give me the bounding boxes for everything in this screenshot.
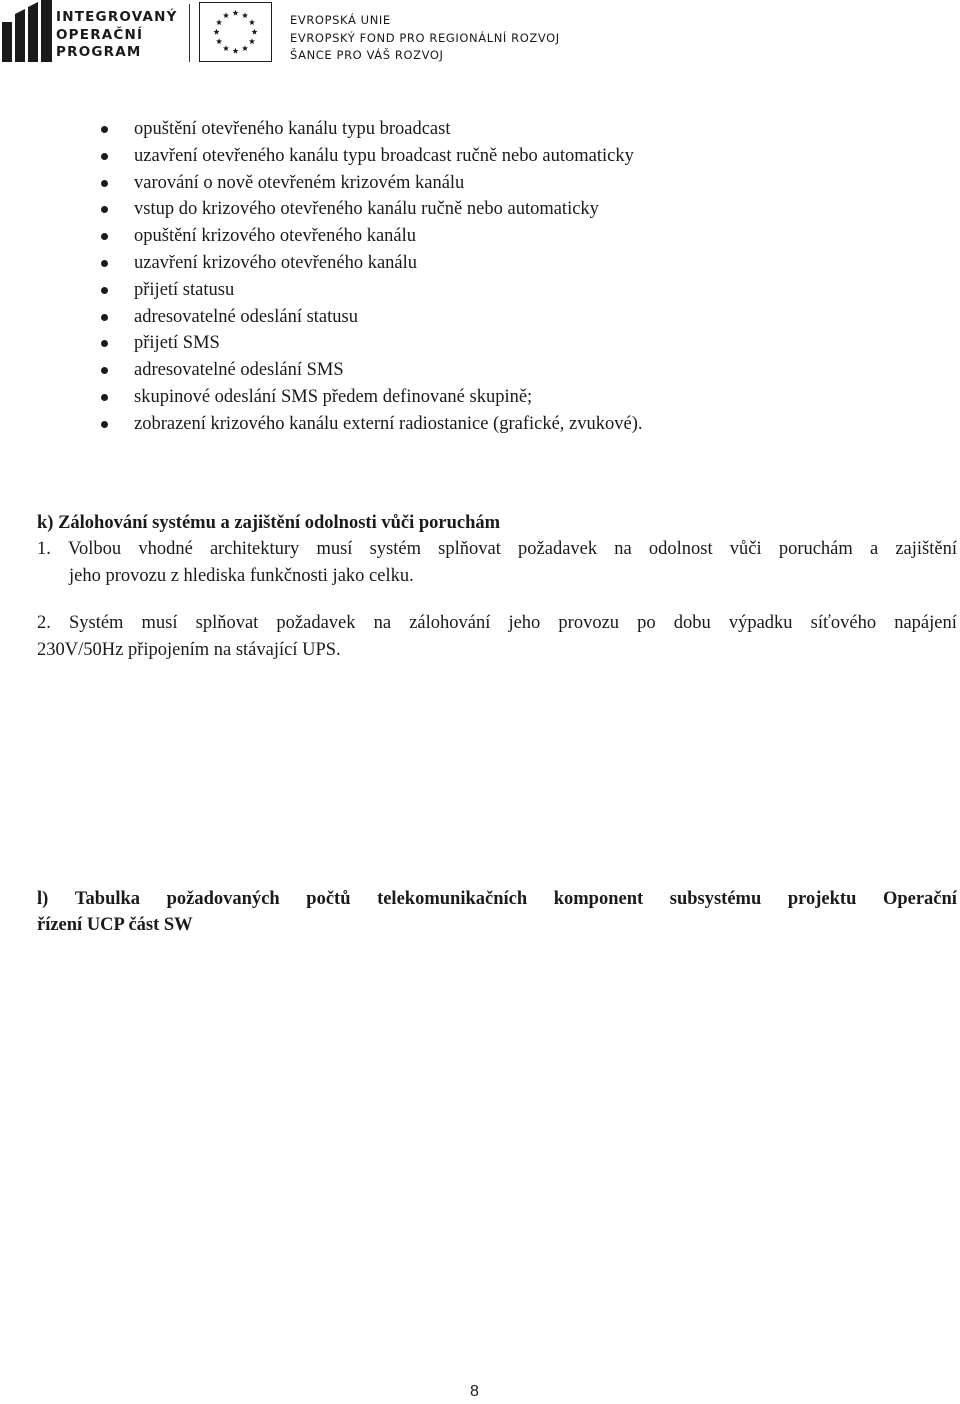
bullet-icon (101, 126, 108, 133)
eu-text (290, 12, 560, 65)
list-item-text: přijetí statusu (134, 279, 235, 300)
list-item-text: uzavření krizového otevřeného kanálu (134, 252, 418, 273)
list-item (0, 330, 643, 357)
word: požadavek (518, 539, 598, 559)
item-number: 2. (37, 613, 51, 633)
iop-logo-text (56, 9, 178, 62)
word: a (869, 539, 879, 559)
item-2-line-1 (37, 610, 957, 637)
list-item-text: vstup do krizového otevřeného kanálu ručně nebo automaticky (134, 199, 599, 220)
page-header (0, 0, 960, 80)
word: vhodné (138, 539, 193, 559)
bullet-icon (101, 421, 108, 428)
bullet-icon (101, 287, 108, 294)
item-1-line-2: jeho provozu z hlediska funkčnosti jako celku. (69, 565, 414, 586)
list-item (0, 196, 643, 223)
word: projektu (787, 889, 857, 909)
section-l-line-2: řízení UCP část SW (37, 915, 193, 935)
bullet-icon (101, 394, 108, 401)
list-item-text: zobrazení krizového kanálu externí radiostanice (grafické, zvukové). (134, 413, 643, 434)
eu-line-3: ŠANCE PRO VÁŠ ROZVOJ (290, 48, 444, 62)
word: odolnost (648, 539, 713, 559)
word: napájení (894, 613, 957, 633)
word: l) (37, 889, 49, 909)
list-item-text: přijetí SMS (134, 333, 220, 354)
word: splňovat (195, 613, 259, 633)
list-item-text: skupinové odeslání SMS předem definované skupině; (134, 386, 533, 407)
section-k-heading: k) Zálohování systému a zajištění odolnosti vůči poruchám (37, 513, 501, 533)
word: provozu (558, 613, 620, 633)
word: počtů (306, 889, 351, 909)
list-item (0, 116, 643, 143)
item-number: 1. (37, 539, 51, 559)
bullet-icon (101, 260, 108, 267)
word: architektury (209, 539, 300, 559)
iop-line-3: PROGRAM (56, 44, 142, 60)
word: požadavek (276, 613, 356, 633)
list-item (0, 384, 643, 411)
iop-line-2: OPERAČNÍ (56, 26, 144, 43)
word: systém (369, 539, 421, 559)
word: subsystému (669, 889, 762, 909)
list-item (0, 143, 643, 170)
word: zálohování (409, 613, 491, 633)
bullet-icon (101, 340, 108, 347)
word: po (637, 613, 656, 633)
word: Volbou (68, 539, 122, 559)
word: poruchám (778, 539, 853, 559)
list-item (0, 223, 643, 250)
word: síťového (810, 613, 877, 633)
list-item (0, 357, 643, 384)
word: Systém (68, 613, 124, 633)
bullet-icon (101, 314, 108, 321)
eu-line-1: EVROPSKÁ UNIE (290, 13, 391, 27)
word: požadovaných (166, 889, 280, 909)
list-item (0, 170, 643, 197)
list-item (0, 250, 643, 277)
word: Operační (882, 889, 957, 909)
word: Tabulka (74, 889, 141, 909)
word: splňovat (438, 539, 501, 559)
list-item (0, 277, 643, 304)
header-divider (189, 4, 190, 62)
word: zajištění (895, 539, 957, 559)
bullet-icon (101, 367, 108, 374)
list-item (0, 304, 643, 331)
section-l-heading (37, 886, 957, 938)
word: dobu (673, 613, 711, 633)
iop-line-1: INTEGROVANÝ (56, 9, 178, 25)
bullet-icon (101, 206, 108, 213)
word: na (373, 613, 392, 633)
bullet-icon (101, 233, 108, 240)
item-1-line-1 (37, 536, 957, 563)
list-item-text: adresovatelné odeslání SMS (134, 360, 344, 381)
section-l-line-1 (37, 886, 957, 912)
bullet-icon (101, 153, 108, 160)
word: na (614, 539, 632, 559)
word: telekomunikačních (377, 889, 528, 909)
list-item-text: adresovatelné odeslání statusu (134, 306, 358, 327)
page-number: 8 (470, 1383, 479, 1400)
list-item-text: opuštění otevřeného kanálu typu broadcast (134, 119, 451, 139)
feature-list (0, 116, 643, 438)
eu-line-2: EVROPSKÝ FOND PRO REGIONÁLNÍ ROZVOJ (290, 30, 560, 45)
list-item-text: varování o nově otevřeném krizovém kanálu (134, 172, 465, 193)
word: komponent (553, 889, 644, 909)
section-k-item-2 (37, 610, 957, 663)
list-item (0, 411, 643, 438)
section-k-item-1 (37, 536, 957, 589)
item-2-line-2: 230V/50Hz připojením na stávající UPS. (37, 639, 341, 660)
word: výpadku (728, 613, 793, 633)
list-item-text: uzavření otevřeného kanálu typu broadcast ručně nebo automaticky (134, 145, 634, 166)
bullet-icon (101, 180, 108, 187)
eu-flag-icon (199, 2, 272, 62)
word: musí (141, 613, 178, 633)
word: vůči (729, 539, 762, 559)
word: musí (316, 539, 353, 559)
list-item-text: opuštění krizového otevřeného kanálu (134, 226, 417, 247)
word: jeho (508, 613, 541, 633)
